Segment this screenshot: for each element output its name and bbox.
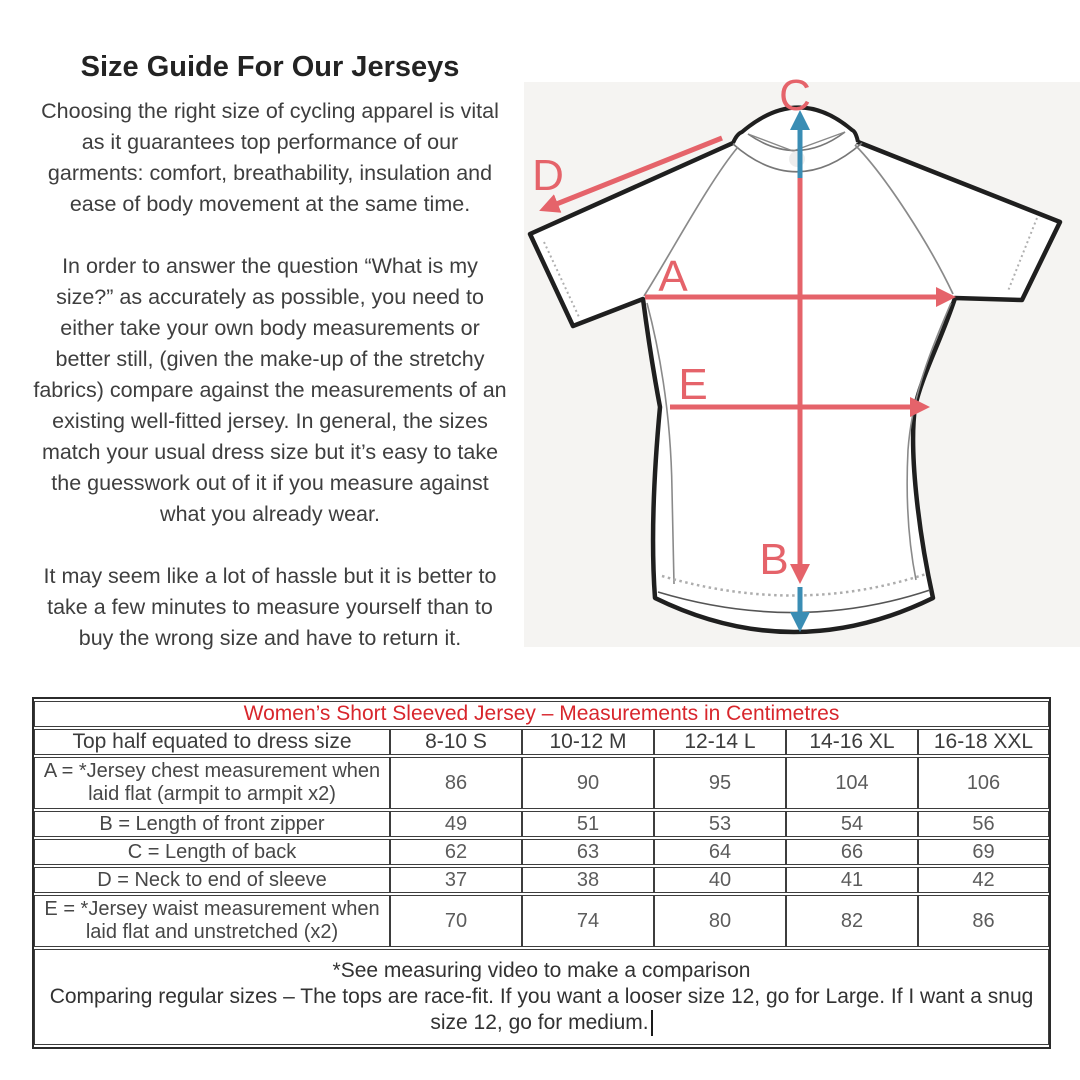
intro-line: match your usual dress size but it’s easy to take xyxy=(41,440,499,464)
table-title-row xyxy=(34,701,1049,727)
intro-line: buy the wrong size and have to return it. xyxy=(78,626,462,650)
table-header-row xyxy=(34,729,1049,755)
arrow-label-d: D xyxy=(532,151,564,200)
cell-value: 54 xyxy=(786,811,918,837)
intro-line: In order to answer the question “What is my xyxy=(62,254,478,278)
intro-line: existing well-fitted jersey. In general, the sizes xyxy=(52,409,488,433)
cell-value: 86 xyxy=(390,757,522,809)
cell-value: 86 xyxy=(918,895,1049,947)
size-measurements-table xyxy=(32,697,1051,1049)
arrow-label-b: B xyxy=(759,535,789,584)
footnote-size-comparison xyxy=(45,984,1038,1036)
intro-line: better still, (given the make-up of the stretchy xyxy=(55,347,485,371)
cell-value: 74 xyxy=(522,895,654,947)
cell-value: 56 xyxy=(918,811,1049,837)
intro-line: Choosing the right size of cycling apparel is vital xyxy=(41,99,499,123)
row-label: C = Length of back xyxy=(34,839,390,865)
header-size-s: 8-10 S xyxy=(390,729,522,755)
cell-value: 66 xyxy=(786,839,918,865)
intro-line: the guesswork out of it if you measure against xyxy=(51,471,489,495)
intro-line: as it guarantees top performance of our xyxy=(81,130,459,154)
text-cursor xyxy=(651,1010,653,1036)
header-dress-size-label: Top half equated to dress size xyxy=(34,729,390,755)
intro-line: It may seem like a lot of hassle but it is better to xyxy=(43,564,497,588)
table-footnotes xyxy=(34,949,1049,1045)
cell-value: 63 xyxy=(522,839,654,865)
intro-paragraph-2 xyxy=(10,251,530,530)
header-size-l: 12-14 L xyxy=(654,729,786,755)
arrow-label-a: A xyxy=(658,252,688,301)
jersey-zipper-pull xyxy=(789,151,805,167)
table-row-c-back xyxy=(34,839,1049,865)
row-label: E = *Jersey waist measurement when laid flat and unstretched (x2) xyxy=(34,895,390,947)
cell-value: 42 xyxy=(918,867,1049,893)
cell-value: 53 xyxy=(654,811,786,837)
intro-line: size?” as accurately as possible, you need to xyxy=(56,285,484,309)
arrow-label-c: C xyxy=(779,71,811,120)
intro-line: take a few minutes to measure yourself than to xyxy=(47,595,493,619)
header-size-m: 10-12 M xyxy=(522,729,654,755)
intro-line: what you already wear. xyxy=(160,502,380,526)
footnote-text: Comparing regular sizes – The tops are race-fit. If you want a looser size 12, go for Large. If I want a snug size 12, go for medium. xyxy=(49,984,1034,1034)
footnote-text: *See measuring video to make a comparison xyxy=(332,958,751,982)
row-label: A = *Jersey chest measurement when laid flat (armpit to armpit x2) xyxy=(34,757,390,809)
cell-value: 90 xyxy=(522,757,654,809)
footnote-measuring-video xyxy=(45,958,1038,984)
cell-value: 37 xyxy=(390,867,522,893)
intro-line: garments: comfort, breathability, insulation and xyxy=(47,161,493,185)
cell-value: 104 xyxy=(786,757,918,809)
arrow-label-e: E xyxy=(678,360,708,409)
cell-value: 64 xyxy=(654,839,786,865)
cell-value: 80 xyxy=(654,895,786,947)
intro-line: either take your own body measurements or xyxy=(60,316,480,340)
intro-paragraph-3 xyxy=(10,561,530,654)
row-label: B = Length of front zipper xyxy=(34,811,390,837)
cell-value: 82 xyxy=(786,895,918,947)
intro-line: fabrics) compare against the measurements of an xyxy=(33,378,507,402)
jersey-measurement-diagram xyxy=(510,60,1080,647)
row-label: D = Neck to end of sleeve xyxy=(34,867,390,893)
cell-value: 51 xyxy=(522,811,654,837)
header-size-xl: 14-16 XL xyxy=(786,729,918,755)
table-row-d-sleeve xyxy=(34,867,1049,893)
table-row-a-chest xyxy=(34,757,1049,809)
cell-value: 41 xyxy=(786,867,918,893)
cell-value: 40 xyxy=(654,867,786,893)
table-row-b-zipper xyxy=(34,811,1049,837)
intro-section xyxy=(10,50,530,685)
cell-value: 62 xyxy=(390,839,522,865)
cell-value: 69 xyxy=(918,839,1049,865)
table-row-e-waist xyxy=(34,895,1049,947)
cell-value: 106 xyxy=(918,757,1049,809)
header-size-xxl: 16-18 XXL xyxy=(918,729,1049,755)
cell-value: 38 xyxy=(522,867,654,893)
table-footer-row xyxy=(34,949,1049,1045)
cell-value: 49 xyxy=(390,811,522,837)
intro-line: ease of body movement at the same time. xyxy=(69,192,471,216)
table-title: Women’s Short Sleeved Jersey – Measurements in Centimetres xyxy=(34,701,1049,727)
cell-value: 70 xyxy=(390,895,522,947)
page-title: Size Guide For Our Jerseys xyxy=(80,51,460,83)
cell-value: 95 xyxy=(654,757,786,809)
intro-paragraph-1 xyxy=(10,96,530,220)
